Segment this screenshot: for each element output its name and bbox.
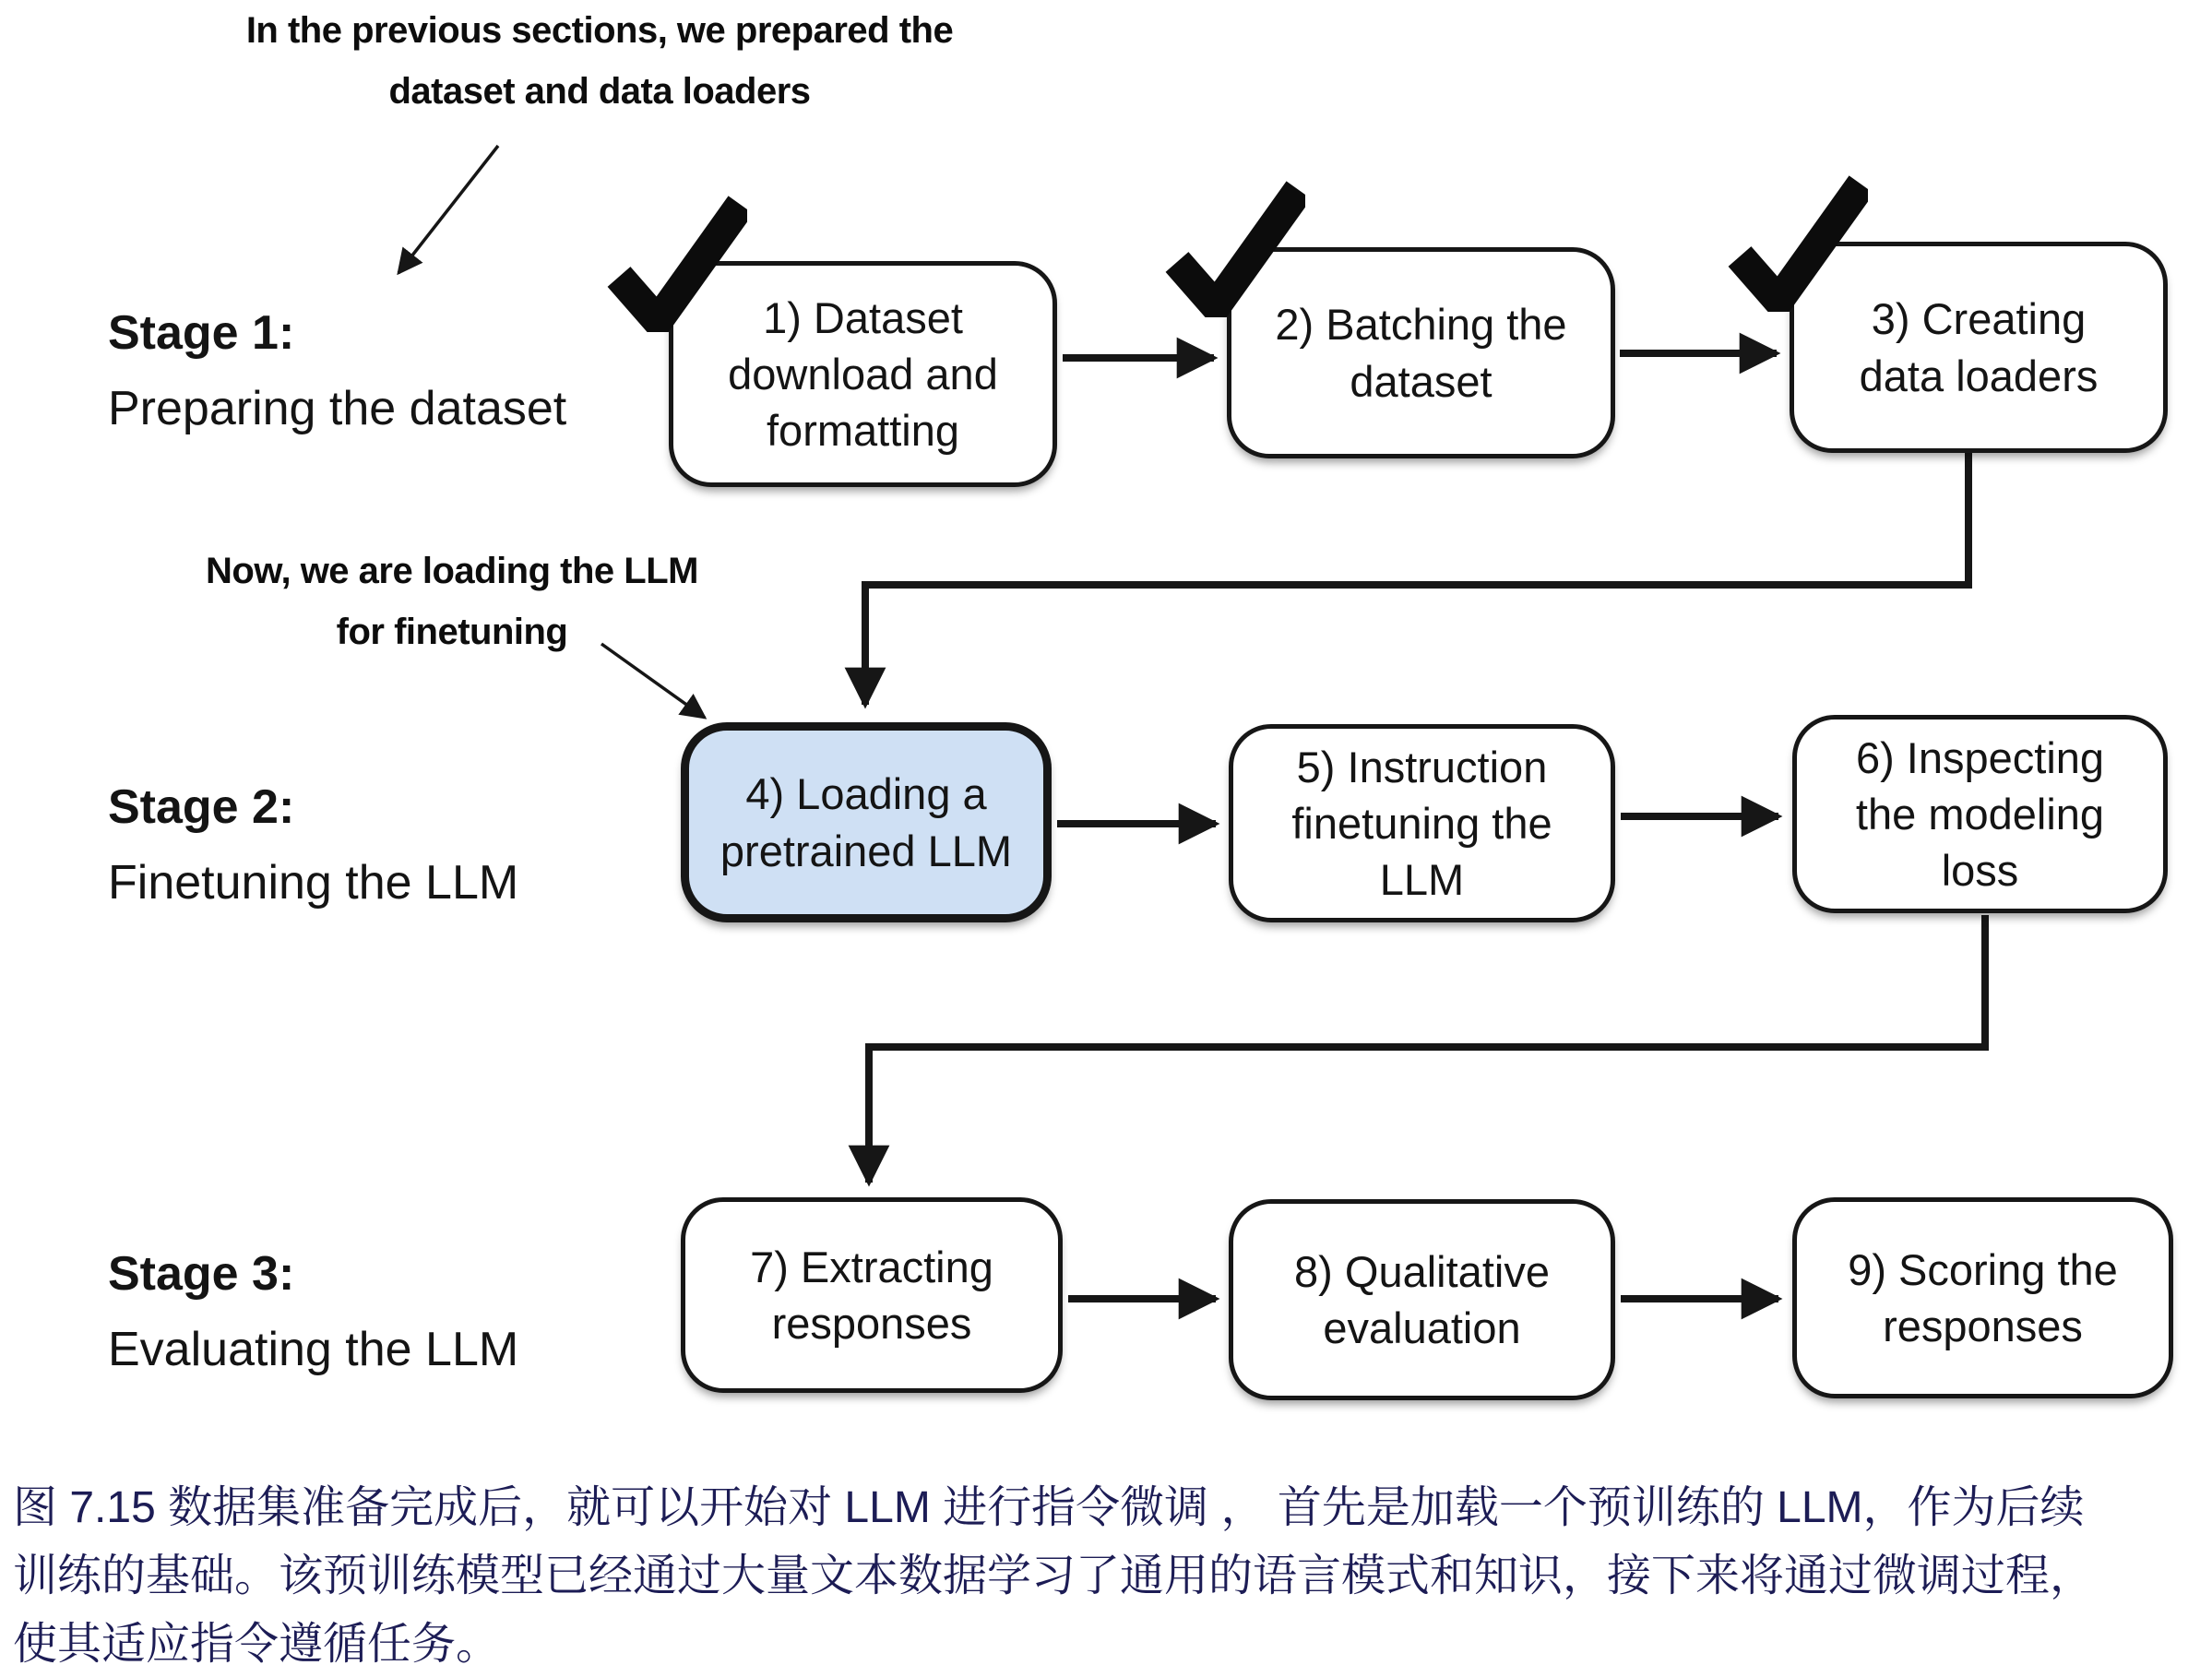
flow-box-6-inspecting-loss <box>1792 715 2168 913</box>
checkmark-icon <box>1165 179 1305 317</box>
annotation-top <box>194 0 1005 122</box>
box-line: pretrained LLM <box>719 826 1013 875</box>
box-line: 5) Instruction <box>1296 742 1548 791</box>
box-line: formatting <box>767 406 959 456</box>
flow-box-9-scoring-responses <box>1792 1197 2173 1398</box>
box-line: 3) Creating <box>1871 294 2087 344</box>
box-line: finetuning the <box>1291 798 1552 848</box>
checkmark-icon <box>1728 173 1868 312</box>
flow-box-4-loading-pretrained-llm <box>681 722 1052 922</box>
elbow-arrow-box6-box7 <box>869 915 1985 1183</box>
stage-1-title: Stage 1: <box>108 306 295 360</box>
stage-3-subtitle: Evaluating the LLM <box>108 1323 519 1377</box>
checkmark-icon <box>607 194 747 332</box>
stage-2-title: Stage 2: <box>108 780 295 834</box>
box-line: 7) Extracting <box>750 1242 993 1291</box>
caption-line-3: 使其适应指令遵循任务。 <box>13 1619 501 1669</box>
box-line: 4) Loading a <box>745 769 987 819</box>
annotation-top-line1: In the previous sections, we prepared the <box>245 10 954 51</box>
annotation-top-line2: dataset and data loaders <box>388 71 811 112</box>
annotation-middle <box>152 541 752 662</box>
caption-line-2: 训练的基础。该预训练模型已经通过大量文本数据学习了通用的语言模式和知识，接下来将通过微调过程， <box>13 1551 2095 1600</box>
annotation-arrow-top <box>398 146 498 273</box>
flow-box-7-extracting-responses <box>681 1197 1063 1393</box>
box-line: the modeling <box>1855 789 2105 838</box>
box-line: data loaders <box>1859 351 2099 400</box>
box-line: 9) Scoring the <box>1848 1244 2118 1294</box>
stage-2-subtitle: Finetuning the LLM <box>108 856 519 910</box>
annotation-middle-line2: for finetuning <box>336 612 568 652</box>
box-line: 2) Batching the <box>1275 300 1567 350</box>
box-line: responses <box>771 1299 972 1348</box>
box-line: evaluation <box>1323 1303 1521 1352</box>
elbow-arrow-box3-box4 <box>865 452 1968 705</box>
box-line: responses <box>1883 1302 2083 1350</box>
stage-1-subtitle: Preparing the dataset <box>108 382 567 436</box>
box-line: LLM <box>1379 855 1465 905</box>
box-line: download and <box>728 349 998 398</box>
flow-box-5-instruction-finetuning <box>1229 724 1615 922</box>
box-line: dataset <box>1350 356 1493 406</box>
caption-line-1: 图 7.15 数据集准备完成后，就可以开始对 LLM 进行指令微调 ， 首先是加载一个预训练的 LLM，作为后续 <box>13 1483 2085 1532</box>
annotation-middle-line1: Now, we are loading the LLM <box>206 551 698 591</box>
box-line: 1) Dataset <box>763 292 963 342</box>
box-line: 6) Inspecting <box>1855 732 2105 782</box>
stage-3-title: Stage 3: <box>108 1247 295 1301</box>
stage-2-label <box>108 769 518 921</box>
box-line: 8) Qualitative <box>1294 1246 1550 1296</box>
flow-box-8-qualitative-evaluation <box>1229 1199 1615 1400</box>
stage-3-label <box>108 1236 518 1387</box>
figure-caption <box>13 1474 2206 1677</box>
stage-1-label <box>108 295 566 446</box>
box-line: loss <box>1941 846 2019 896</box>
